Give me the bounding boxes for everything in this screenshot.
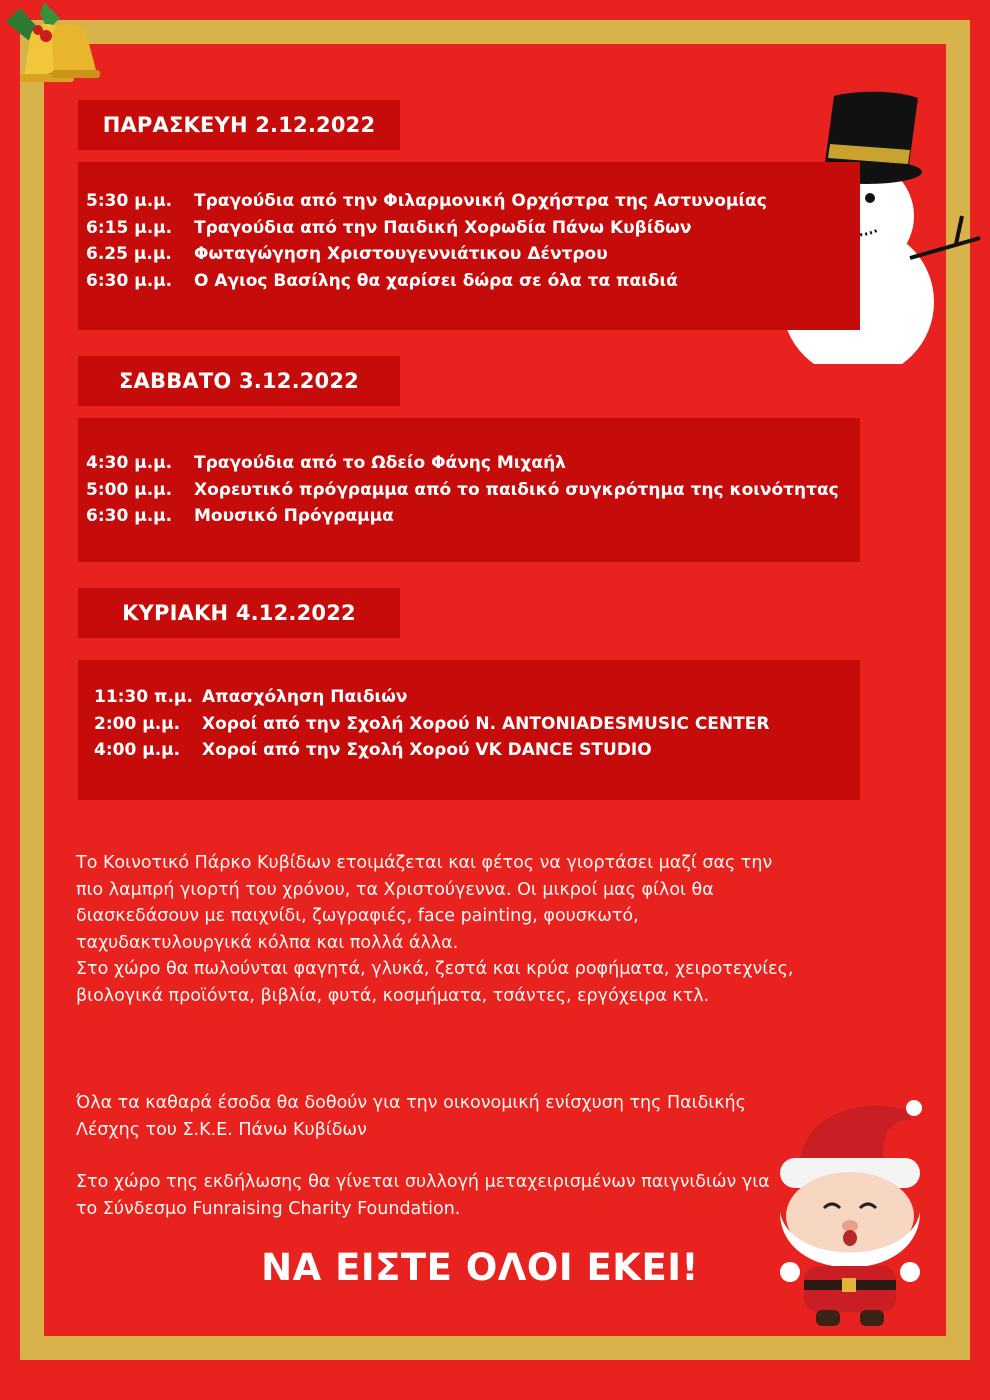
schedule-time: 4:00 μ.μ.	[94, 740, 181, 760]
schedule-time: 6:15 μ.μ.	[86, 217, 173, 238]
schedule-desc: Ο Αγιος Βασίλης θα χαρίσει δώρα σε όλα τα παιδιά	[194, 270, 678, 291]
schedule-row	[86, 477, 860, 504]
schedule-time: 6:30 μ.μ.	[86, 270, 173, 291]
schedule-row	[86, 241, 860, 268]
day-header-sunday: ΚΥΡΙΑΚΗ 4.12.2022	[78, 588, 400, 638]
schedule-time: 11:30 π.μ.	[94, 687, 193, 707]
schedule-desc: Τραγούδια από το Ωδείο Φάνης Μιχαήλ	[194, 453, 566, 473]
intro-text	[76, 850, 796, 1009]
intro-paragraph: Το Κοινοτικό Πάρκο Κυβίδων ετοιμάζεται και φέτος να γιορτάσει μαζί σας την πιο λαμπρή γιορτή του χρόνου, τα Χριστούγεννα. Οι μικροί μας φίλοι θα διασκεδάσουν με παιχνίδι, ζωγραφιές, face painting, φουσκωτό, ταχυδακτυλουργικά κόλπα και πολλά άλλα.	[76, 853, 773, 953]
intro-paragraph: Στο χώρο θα πωλούνται φαγητά, γλυκά, ζεστά και κρύα ροφήματα, χειροτεχνίες, βιολογικά προϊόντα, βιβλία, φυτά, κοσμήματα, τσάντες, εργόχειρα κτλ.	[76, 959, 794, 1006]
schedule-row	[86, 503, 860, 530]
schedule-row	[94, 737, 860, 764]
schedule-time: 5:30 μ.μ.	[86, 191, 173, 211]
schedule-desc: Απασχόληση Παιδιών	[202, 687, 408, 707]
schedule-time: 5:00 μ.μ.	[86, 479, 173, 500]
closing-slogan: ΝΑ ΕΙΣΤΕ ΟΛΟΙ ΕΚΕΙ!	[261, 1246, 699, 1289]
santa-icon	[760, 1096, 936, 1332]
christmas-bells-icon	[0, 0, 110, 100]
schedule-box-friday	[78, 162, 860, 330]
schedule-desc: Χοροί από την Σχολή Χορού VK DANCE STUDIO	[202, 740, 652, 760]
schedule-row	[86, 215, 860, 242]
schedule-time: 2:00 μ.μ.	[94, 713, 181, 734]
schedule-row	[94, 684, 860, 711]
schedule-time: 4:30 μ.μ.	[86, 453, 173, 473]
schedule-desc: Χορευτικό πρόγραμμα από το παιδικό συγκρότημα της κοινότητας	[194, 479, 839, 500]
schedule-box-sunday	[78, 660, 860, 800]
schedule-desc: Χοροί από την Σχολή Χορού Ν. ANTONIADESMUSIC CENTER	[202, 713, 770, 734]
schedule-row	[86, 188, 860, 215]
charity-paragraph: Όλα τα καθαρά έσοδα θα δοθούν για την οικονομική ενίσχυση της Παιδικής Λέσχης του Σ.Κ.Ε. Πάνω Κυβίδων	[76, 1093, 746, 1140]
charity-paragraph: Στο χώρο της εκδήλωσης θα γίνεται συλλογή μεταχειρισμένων παιγνιδιών για το Σύνδεσμο Funraising Charity Foundation.	[76, 1172, 770, 1219]
schedule-desc: Μουσικό Πρόγραμμα	[194, 506, 394, 526]
schedule-desc: Τραγούδια από την Φιλαρμονική Ορχήστρα της Αστυνομίας	[194, 191, 767, 211]
schedule-time: 6.25 μ.μ.	[86, 244, 172, 264]
schedule-time: 6:30 μ.μ.	[86, 506, 173, 526]
schedule-row	[86, 268, 860, 295]
day-header-friday: ΠΑΡΑΣΚΕΥΗ 2.12.2022	[78, 100, 400, 150]
day-header-saturday: ΣΑΒΒΑΤΟ 3.12.2022	[78, 356, 400, 406]
schedule-desc: Φωταγώγηση Χριστουγεννιάτικου Δέντρου	[194, 244, 608, 264]
charity-text	[76, 1090, 796, 1222]
schedule-box-saturday	[78, 418, 860, 562]
schedule-row	[86, 450, 860, 477]
schedule-desc: Τραγούδια από την Παιδική Χορωδία Πάνω Κυβίδων	[194, 217, 692, 238]
schedule-row	[94, 711, 860, 738]
